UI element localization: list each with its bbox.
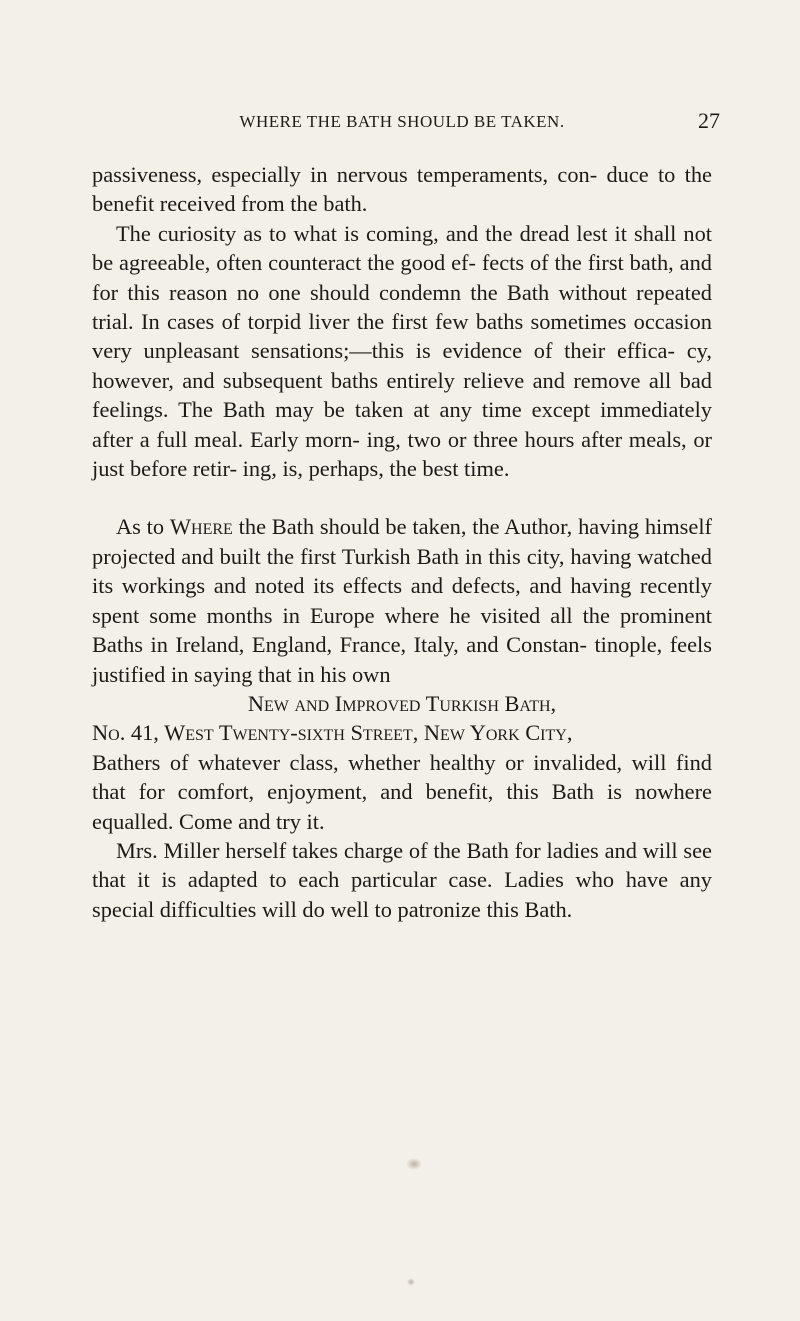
text-line: patronize this Bath. [397, 896, 573, 922]
text-line: tinople, feels justified in saying that in his own [92, 632, 712, 687]
page-header [92, 108, 720, 138]
running-head: WHERE THE BATH SHOULD BE TAKEN. [239, 112, 565, 131]
text-line: cy, however, and subsequent baths entirely relieve and [92, 338, 712, 393]
text-line: having himself projected and built the first Turkish [92, 514, 712, 569]
text-line: it shall not be agreeable, often counteract the good ef- [92, 220, 712, 276]
text-line: unpleasant sensations;—this is evidence of their effica- [143, 338, 675, 364]
text-line: remove all bad feelings. The Bath may be taken at any [92, 367, 712, 423]
paragraph-3 [92, 512, 712, 688]
bath-name-heading: New and Improved Turkish Bath, [247, 690, 557, 716]
text-line: the Bath should be taken, the Author, [238, 514, 573, 540]
paragraph-2 [92, 219, 712, 484]
address-line [92, 718, 712, 747]
paragraph-4 [92, 748, 712, 836]
text-line: months in Europe where he visited all the prominent [206, 602, 712, 628]
text-line: duce to the benefit received from the bath. [92, 162, 712, 217]
text-line: Baths in Ireland, England, France, Italy, and Constan- [92, 632, 587, 658]
text-line: fects of the first bath, and for this reason no one should [92, 250, 712, 305]
text-line: torpid liver the first few baths sometimes occasion very [92, 309, 712, 364]
text-line: passiveness, especially in nervous temperaments, con- [92, 162, 598, 187]
text-line: The curiosity as to what is coming, and the dread lest [116, 220, 608, 246]
text-line: its effects and defects, and having recently spent some [92, 573, 712, 628]
text-line: ing, is, perhaps, the best time. [242, 456, 510, 482]
text-line: Bath is nowhere equalled. Come and try it. [92, 779, 712, 834]
paragraph-5 [92, 836, 712, 924]
text-line: Ladies who have any special difficulties will do well to [92, 867, 712, 922]
text-line: Bath in this city, having watched its workings and noted [92, 543, 712, 599]
paragraph-1 [92, 160, 712, 219]
paper-smudge [407, 1278, 415, 1286]
text-line: Bathers of whatever class, whether healthy or invalided, [92, 749, 623, 775]
paragraph-gap [92, 483, 712, 512]
page-body [92, 160, 712, 924]
text-line: condemn the Bath without repeated trial. In cases of [92, 279, 712, 335]
text-line: time except immediately after a full meal. Early morn- [92, 397, 713, 452]
paper-smudge [406, 1158, 422, 1170]
text-line: As to [116, 514, 165, 540]
where-small-caps: Where [169, 514, 233, 540]
text-line: Mrs. Miller herself takes charge of the Bath for ladies [116, 837, 599, 863]
text-line: ing, two or three hours after meals, or just before retir- [92, 426, 712, 482]
text-line: and will see that it is adapted to each particular case. [92, 837, 712, 893]
text-line: will find that for comfort, enjoyment, and benefit, this [92, 749, 712, 805]
address: No. 41, West Twenty-sixth Street, New York City, [92, 720, 573, 746]
page-number: 27 [698, 108, 720, 133]
